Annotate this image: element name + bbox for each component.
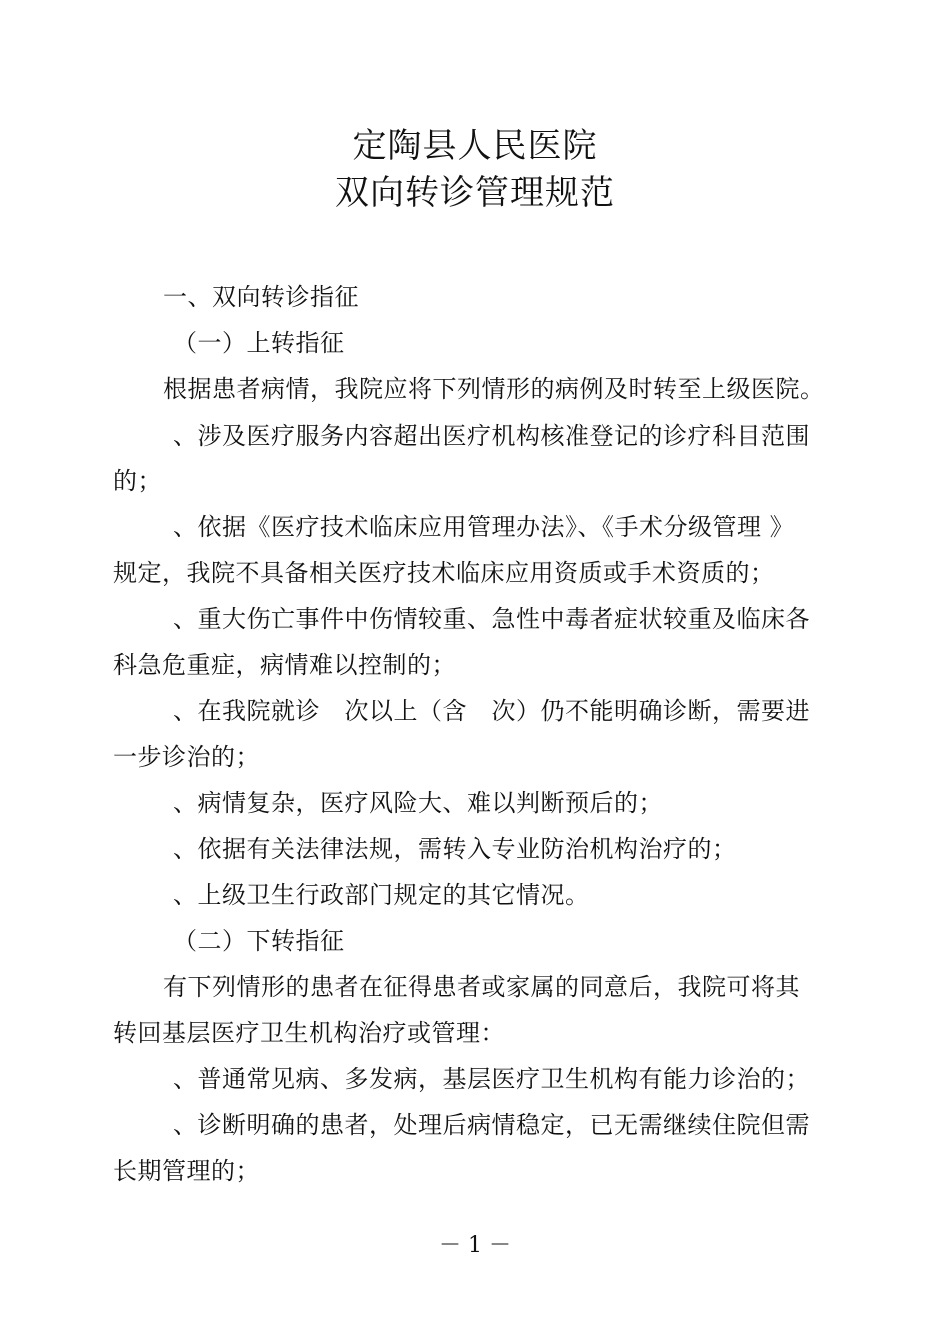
list-item-line: 、涉及医疗服务内容超出医疗机构核准登记的诊疗科目范围 (173, 422, 810, 450)
list-item-line: 、依据有关法律法规，需转入专业防治机构治疗的； (173, 835, 737, 863)
subsection-heading: （二）下转指征 (173, 927, 345, 955)
list-item-line: 、在我院就诊 次以上（含 次）仍不能明确诊断，需要进 (173, 697, 810, 725)
list-item-line: 、普通常见病、多发病，基层医疗卫生机构有能力诊治的； (173, 1065, 810, 1093)
document-subtitle: 双向转诊管理规范 (335, 173, 615, 213)
list-item-line: 、诊断明确的患者，处理后病情稳定，已无需继续住院但需 (173, 1111, 810, 1139)
document-title: 定陶县人民医院 (352, 126, 598, 166)
page-number: － 1 － (439, 1233, 511, 1258)
list-item-continuation: 的； (113, 467, 162, 495)
subsection-heading: （一）上转指征 (173, 329, 345, 357)
list-item-line: 、上级卫生行政部门规定的其它情况。 (173, 881, 590, 909)
section-heading: 一、双向转诊指征 (163, 283, 359, 311)
list-item-continuation: 规定，我院不具备相关医疗技术临床应用资质或手术资质的； (113, 559, 775, 587)
list-item-continuation: 一步诊治的； (113, 743, 260, 771)
paragraph-continuation: 转回基层医疗卫生机构治疗或管理： (113, 1019, 505, 1047)
list-item-line: 、依据《医疗技术临床应用管理办法》、《手术分级管理 》 (173, 513, 795, 541)
paragraph-line: 根据患者病情，我院应将下列情形的病例及时转至上级医院。 (163, 375, 825, 403)
paragraph-line: 有下列情形的患者在征得患者或家属的同意后，我院可将其 (163, 973, 800, 1001)
list-item-continuation: 科急危重症，病情难以控制的； (113, 651, 456, 679)
list-item-line: 、重大伤亡事件中伤情较重、急性中毒者症状较重及临床各 (173, 605, 810, 633)
list-item-line: 、病情复杂，医疗风险大、难以判断预后的； (173, 789, 663, 817)
list-item-continuation: 长期管理的； (113, 1157, 260, 1185)
